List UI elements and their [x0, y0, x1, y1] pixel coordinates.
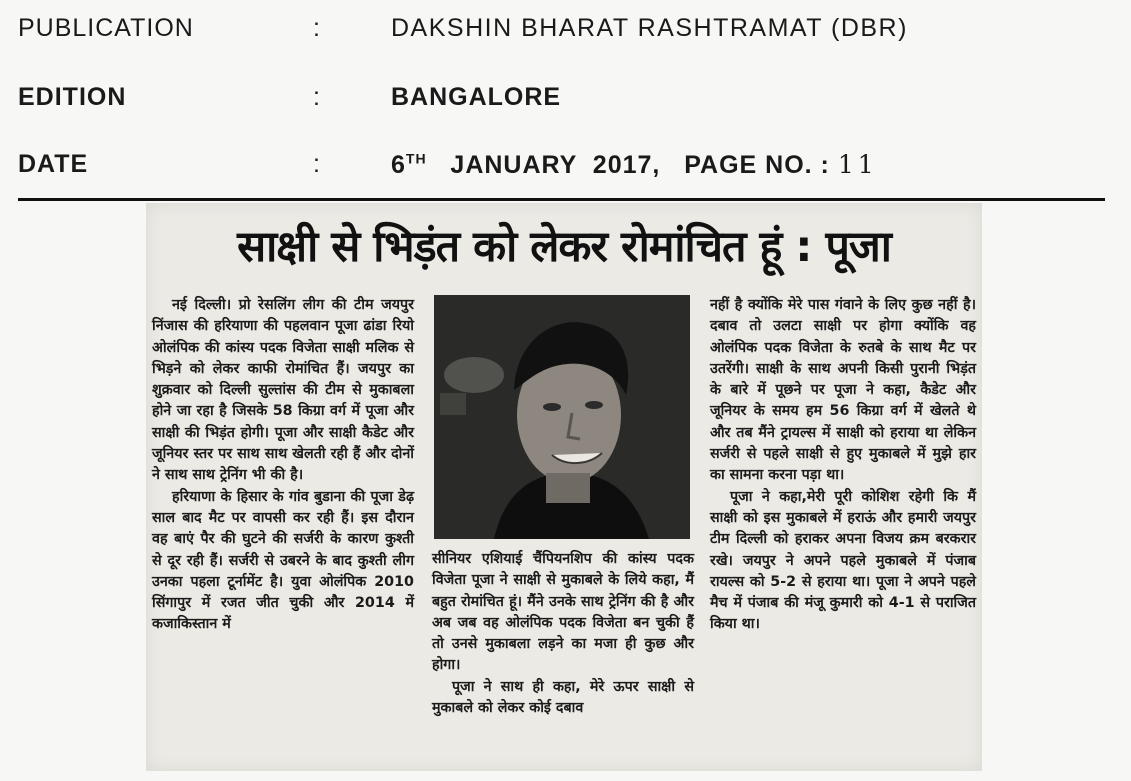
edition-colon: :	[313, 83, 321, 111]
edition-value: BANGALORE	[391, 83, 562, 111]
col1-paragraph-1	[152, 295, 414, 487]
date-day-suffix: TH	[405, 150, 427, 167]
edition-label: EDITION	[18, 83, 127, 111]
page-number: 11	[837, 150, 878, 179]
col2-paragraph-1: सीनियर एशियाई चैंपियनशिप की कांस्य पदक विजेता पूजा ने साक्षी से मुकाबले के लिये कहा, मैं बहुत रोमांचित हूं। मैंने उनके साथ ट्रेनिंग की है और अब जब वह ओलंपिक पदक विजेता बन चुकी हैं तो उनसे मुकाबला लड़ने का मजा ही कुछ और होगा।	[432, 551, 694, 674]
col1-paragraph-1-text: प्रो रेसलिंग लीग की टीम जयपुर निंजास की हरियाणा की पहलवान पूजा ढांडा रियो ओलंपिक की कांस्य पदक विजेता साक्षी मलिक से भिड़ने को लेकर काफी रोमांचित हैं। जयपुर का शुक्रवार को दिल्ली सुल्तांस की टीम से मुकाबला होने जा रहा है जिसके 58 किग्रा वर्ग में पूजा और साक्षी की भिड़ंत होगी। पूजा और साक्षी कैडेट और जूनियर स्तर पर साथ साथ खेलती रही हैं और दोनों ने साथ साथ ट्रेनिंग भी की है।	[152, 297, 414, 484]
newspaper-clipping	[146, 203, 982, 771]
col3-paragraph-2: पूजा ने कहा,मेरी पूरी कोशिश रहेगी कि मैं साक्षी को इस मुकाबले में हराऊं और हमारी जयपुर टीम दिल्ली को हराकर अपना विजय क्रम बरकरार रखे। जयपुर ने अपने पहले मुकाबले में पंजाब रायल्स को 5-2 से हराया था। पूजा ने अपने पहले मैच में पंजाब की मंजू कुमारी को 4-1 से पराजित किया था।	[710, 488, 976, 633]
col1-paragraph-2-text: हरियाणा के हिसार के गांव बुडाना की पूजा डेढ़ साल बाद मैट पर वापसी कर रही हैं। इस दौरान वह बाएं पैर की घुटने की सर्जरी के कारण कुश्ती से दूर रही हैं। सर्जरी से उबरने के बाद कुश्ती लीग उनका पहला टूर्नामेंट है। युवा ओलंपिक 2010 सिंगापुर में रजत जीत चुकी और 2014 में कजाकिस्तान में	[152, 488, 414, 633]
page-label: PAGE NO. :	[684, 151, 830, 179]
col1-paragraph-2	[152, 487, 414, 636]
publication-label: PUBLICATION	[18, 14, 194, 42]
date-day: 6	[391, 151, 406, 179]
dateline: नई दिल्ली।	[172, 297, 232, 313]
date-colon: :	[313, 150, 321, 178]
article-photo	[434, 295, 690, 539]
article-headline: साक्षी से भिड़ंत को लेकर रोमांचित हूं : पूजा	[237, 222, 891, 272]
publication-colon: :	[313, 14, 321, 42]
date-label: DATE	[18, 150, 89, 178]
date-month-year: JANUARY 2017,	[450, 151, 661, 179]
publication-value: DAKSHIN BHARAT RASHTRAMAT (DBR)	[391, 14, 908, 42]
article-column-1	[152, 295, 414, 636]
article-column-2	[432, 549, 694, 719]
col2-paragraph-2: पूजा ने साथ ही कहा, मेरे ऊपर साक्षी से मुकाबले को लेकर कोई दबाव	[432, 678, 694, 717]
date-value	[391, 150, 878, 180]
article-column-3	[710, 295, 976, 636]
header-divider	[18, 198, 1105, 201]
portrait-illustration	[434, 295, 690, 539]
col3-paragraph-1: नहीं है क्योंकि मेरे पास गंवाने के लिए कुछ नहीं है। दबाव तो उलटा साक्षी पर होगा क्योंकि वह ओलंपिक पदक विजेता के रुतबे के साथ मैट पर उतरेंगी। साक्षी के साथ अपनी किसी पुरानी भिड़ंत के बारे में पूछने पर पूजा ने कहा, कैडेट और जूनियर के समय हम 56 किग्रा वर्ग में खेलते थे और तब मैंने ट्रायल्स में साक्षी को हराया था लेकिन सर्जरी से पहले साक्षी से हुए मुकाबले में मुझे हार का सामना करना पड़ा था।	[710, 297, 976, 484]
